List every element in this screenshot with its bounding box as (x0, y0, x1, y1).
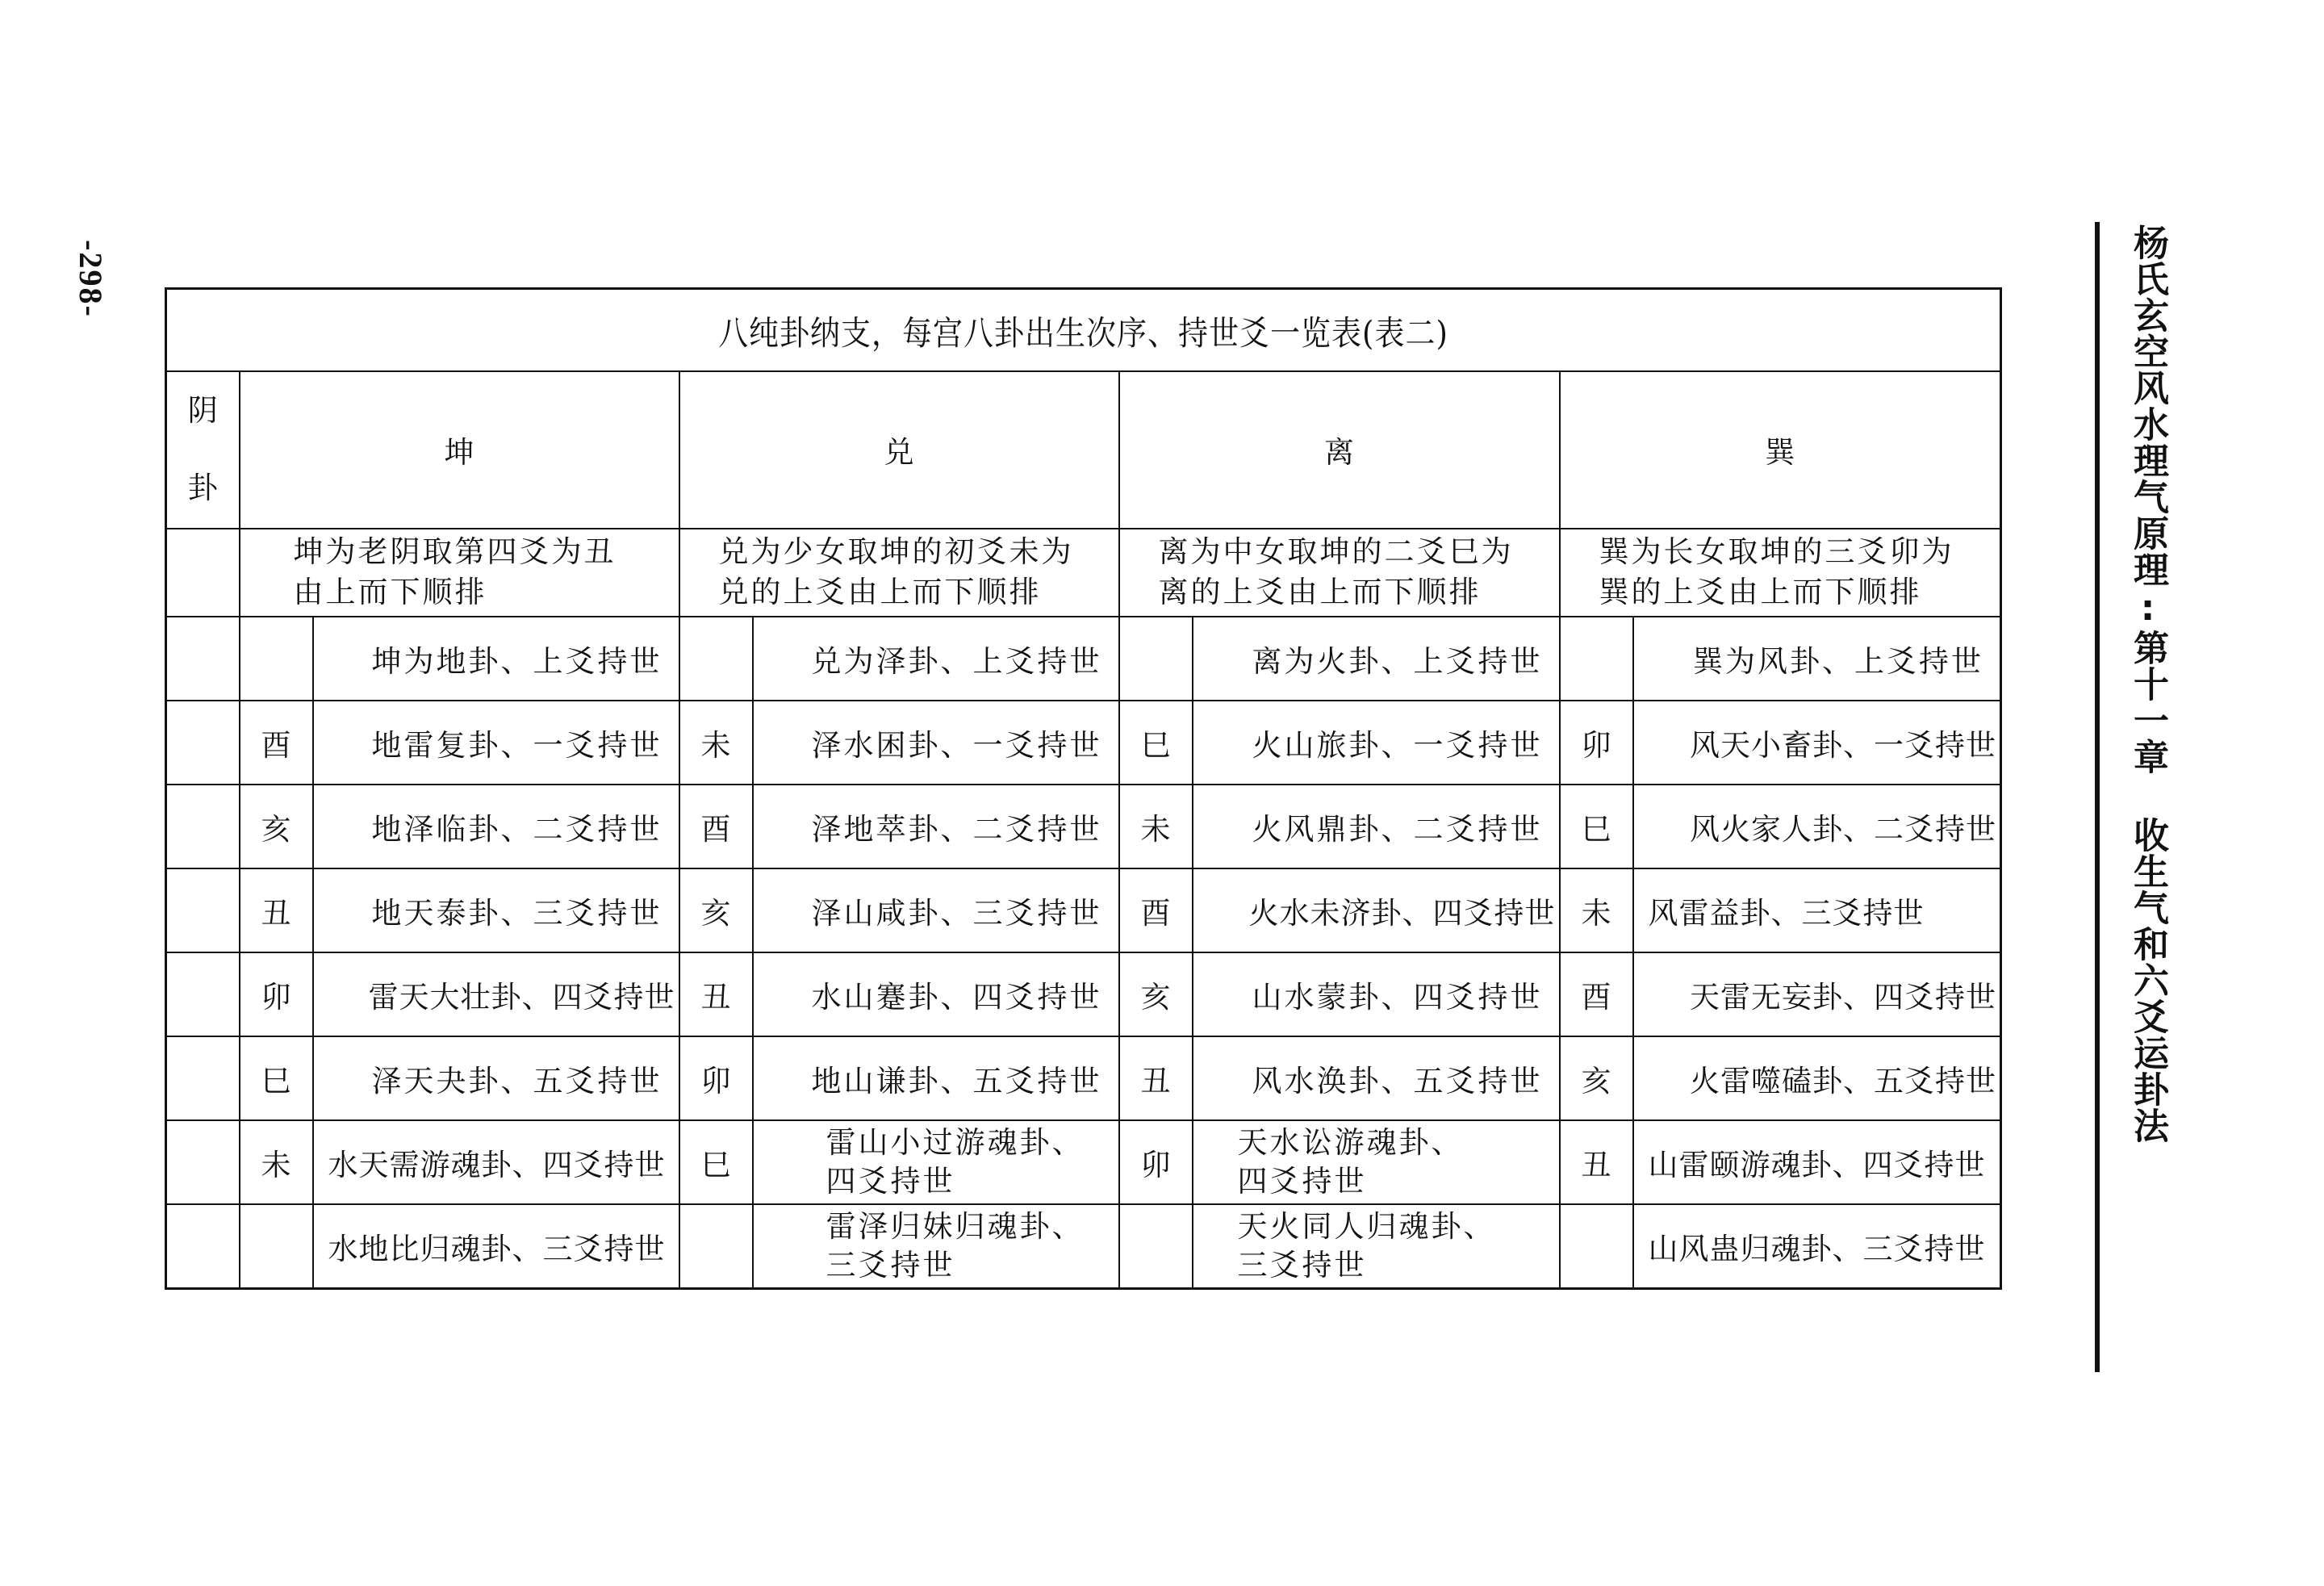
palace-description-xun (1560, 529, 2001, 617)
gua-cell: 山风蛊归魂卦、三爻持世 (1633, 1204, 2001, 1289)
branch-cell: 丑 (1560, 1120, 1633, 1204)
gua-line: 雷山小过游魂卦、 (826, 1124, 1085, 1160)
gua-cell: 火风鼎卦、二爻持世 (1193, 785, 1560, 868)
gua-cell: 离为火卦、上爻持世 (1193, 617, 1560, 701)
branch-cell: 未 (240, 1120, 313, 1204)
gua-cell: 风天小畜卦、一爻持世 (1633, 701, 2001, 785)
branch-cell: 卯 (1560, 701, 1633, 785)
palace-dui: 兑 (679, 371, 1119, 529)
gua-cell: 地天泰卦、三爻持世 (313, 868, 679, 952)
gua-line: 四爻持世 (1237, 1163, 1367, 1199)
table-title (166, 289, 2001, 372)
table-row (166, 952, 2001, 1036)
description-line: 兑的上爻由上而下顺排 (718, 575, 1042, 610)
gua-cell: 水地比归魂卦、三爻持世 (313, 1204, 679, 1289)
gua-cell: 山雷颐游魂卦、四爻持世 (1633, 1120, 2001, 1204)
table-row (166, 701, 2001, 785)
branch-cell: 亥 (240, 785, 313, 868)
description-line: 兑为少女取坤的初爻未为 (718, 534, 1074, 570)
gua-cell: 巽为风卦、上爻持世 (1633, 617, 2001, 701)
branch-cell: 卯 (240, 952, 313, 1036)
gua-cell: 地雷复卦、一爻持世 (313, 701, 679, 785)
yin-gua-label (166, 371, 240, 529)
title-row (166, 289, 2001, 372)
gua-line: 雷泽归妹归魂卦、 (826, 1208, 1085, 1244)
branch-cell: 卯 (1119, 1120, 1193, 1204)
branch-cell: 酉 (1560, 952, 1633, 1036)
gua-cell: 坤为地卦、上爻持世 (313, 617, 679, 701)
gua-cell: 地泽临卦、二爻持世 (313, 785, 679, 868)
branch-cell: 未 (679, 701, 753, 785)
side-label-char: 卦 (187, 471, 218, 506)
table-row (166, 785, 2001, 868)
branch-cell: 丑 (240, 868, 313, 952)
gua-cell: 泽地萃卦、二爻持世 (753, 785, 1119, 868)
empty-cell (166, 617, 240, 701)
gua-cell (1193, 1120, 1560, 1204)
branch-cell (240, 617, 313, 701)
branch-cell: 巳 (1119, 701, 1193, 785)
gua-line: 四爻持世 (826, 1163, 955, 1199)
branch-cell: 亥 (1560, 1036, 1633, 1120)
table-title-text: 八纯卦纳支，每宫八卦出生次序、持世爻一览表(表二) (718, 313, 1448, 353)
branch-cell: 酉 (1119, 868, 1193, 952)
description-line: 离的上爻由上而下顺排 (1158, 575, 1482, 610)
table-row (166, 1120, 2001, 1204)
running-head-rule (2095, 222, 2100, 1372)
branch-cell (1560, 1204, 1633, 1289)
branch-cell (1119, 1204, 1193, 1289)
gua-cell: 火雷噬磕卦、五爻持世 (1633, 1036, 2001, 1120)
gua-cell: 水山蹇卦、四爻持世 (753, 952, 1119, 1036)
description-line: 离为中女取坤的二爻巳为 (1158, 534, 1514, 570)
branch-cell: 丑 (1119, 1036, 1193, 1120)
empty-cell (166, 1036, 240, 1120)
branch-cell: 未 (1119, 785, 1193, 868)
gua-cell (753, 1120, 1119, 1204)
empty-cell (166, 1204, 240, 1289)
side-label-char: 阴 (187, 393, 218, 428)
gua-line: 天水讼游魂卦、 (1237, 1124, 1464, 1160)
page-number (66, 226, 115, 331)
branch-cell: 未 (1560, 868, 1633, 952)
palace-li: 离 (1119, 371, 1560, 529)
gua-line: 天火同人归魂卦、 (1237, 1208, 1496, 1244)
palace-header-row (166, 371, 2001, 529)
table-row (166, 1036, 2001, 1120)
description-line: 坤为老阴取第四爻为丑 (293, 534, 617, 570)
branch-cell: 巳 (1560, 785, 1633, 868)
branch-cell: 亥 (679, 868, 753, 952)
gua-cell: 火山旅卦、一爻持世 (1193, 701, 1560, 785)
gua-cell (753, 1204, 1119, 1289)
empty-cell (166, 1120, 240, 1204)
gua-cell: 泽天夬卦、五爻持世 (313, 1036, 679, 1120)
page-number-text: -298- (72, 239, 109, 318)
branch-cell (240, 1204, 313, 1289)
gua-cell: 风火家人卦、二爻持世 (1633, 785, 2001, 868)
gua-cell: 天雷无妄卦、四爻持世 (1633, 952, 2001, 1036)
gua-cell: 水天需游魂卦、四爻持世 (313, 1120, 679, 1204)
gua-table (165, 287, 2002, 1290)
branch-cell: 酉 (679, 785, 753, 868)
palace-xun: 巽 (1560, 371, 2001, 529)
gua-cell: 地山谦卦、五爻持世 (753, 1036, 1119, 1120)
palace-kun: 坤 (240, 371, 679, 529)
gua-cell: 兑为泽卦、上爻持世 (753, 617, 1119, 701)
branch-cell (1560, 617, 1633, 701)
branch-cell: 丑 (679, 952, 753, 1036)
branch-cell (679, 617, 753, 701)
gua-cell: 火水未济卦、四爻持世 (1193, 868, 1560, 952)
branch-cell: 巳 (240, 1036, 313, 1120)
palace-description-li (1119, 529, 1560, 617)
gua-cell (1193, 1204, 1560, 1289)
palace-description-kun (240, 529, 679, 617)
gua-cell: 风水涣卦、五爻持世 (1193, 1036, 1560, 1120)
branch-cell (679, 1204, 753, 1289)
table-row (166, 1204, 2001, 1289)
running-head: 杨氏玄空风水理气原理:第十一章 收生气和六爻运卦法 (2127, 224, 2168, 1144)
table-row (166, 617, 2001, 701)
gua-cell: 风雷益卦、三爻持世 (1633, 868, 2001, 952)
empty-cell (166, 701, 240, 785)
gua-line: 三爻持世 (826, 1247, 955, 1283)
description-line: 由上而下顺排 (293, 575, 487, 610)
empty-cell (166, 785, 240, 868)
gua-cell: 泽山咸卦、三爻持世 (753, 868, 1119, 952)
gua-line: 三爻持世 (1237, 1247, 1367, 1283)
description-line: 巽的上爻由上而下顺排 (1599, 575, 1922, 610)
empty-cell (166, 868, 240, 952)
gua-cell: 泽水困卦、一爻持世 (753, 701, 1119, 785)
branch-cell: 酉 (240, 701, 313, 785)
gua-cell: 山水蒙卦、四爻持世 (1193, 952, 1560, 1036)
branch-cell (1119, 617, 1193, 701)
gua-cell: 雷天大壮卦、四爻持世 (313, 952, 679, 1036)
empty-cell (166, 952, 240, 1036)
description-row (166, 529, 2001, 617)
branch-cell: 亥 (1119, 952, 1193, 1036)
description-line: 巽为长女取坤的三爻卯为 (1599, 534, 1954, 570)
empty-cell (166, 529, 240, 617)
branch-cell: 卯 (679, 1036, 753, 1120)
palace-description-dui (679, 529, 1119, 617)
branch-cell: 巳 (679, 1120, 753, 1204)
table-row (166, 868, 2001, 952)
